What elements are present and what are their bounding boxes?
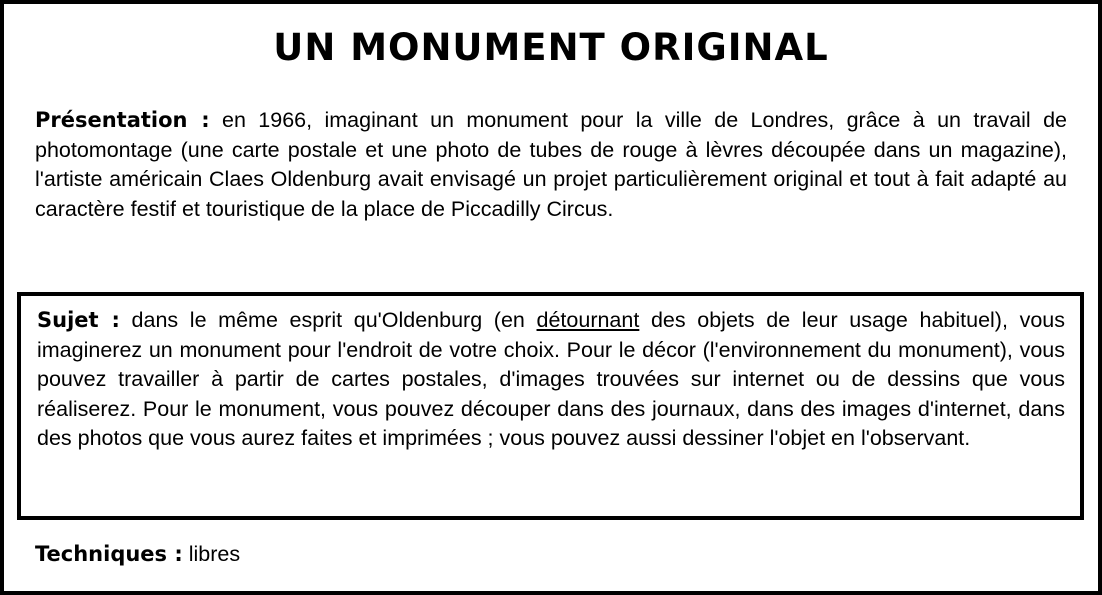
sujet-text-before: dans le même esprit qu'Oldenburg (en <box>119 308 537 332</box>
presentation-paragraph <box>35 106 1067 224</box>
sujet-label: Sujet : <box>37 308 120 332</box>
page-title: UN MONUMENT ORIGINAL <box>273 26 829 69</box>
presentation-text: en 1966, imaginant un monument pour la ville de Londres, grâce à un travail de photomontage (une carte postale et une photo de tubes de rouge à lèvres découpée dans un magazine), l'artiste américain Claes Oldenburg avait envisagé un projet particulièrement original et tout à fait adapté au caractère festif et touristique de la place de Piccadilly Circus. <box>35 108 1067 221</box>
sujet-text-after: des objets de leur usage habituel), vous imaginerez un monument pour l'endroit de votre choix. Pour le décor (l'environnement du monument), vous pouvez travailler à partir de cartes postales, d'images trouvées sur internet ou de dessins que vous réaliserez. Pour le monument, vous pouvez découper dans des journaux, dans des images d'internet, dans des photos que vous aurez faites et imprimées ; vous pouvez aussi dessiner l'objet en l'observant. <box>37 308 1065 451</box>
document-sheet <box>4 4 1098 591</box>
techniques-line <box>35 540 1067 570</box>
techniques-label: Techniques : <box>35 542 183 566</box>
sujet-framed-box <box>17 292 1084 520</box>
sujet-paragraph <box>37 306 1065 454</box>
techniques-text: libres <box>182 542 241 566</box>
presentation-label: Présentation : <box>35 108 210 132</box>
sujet-underlined-word: détournant <box>536 308 640 332</box>
